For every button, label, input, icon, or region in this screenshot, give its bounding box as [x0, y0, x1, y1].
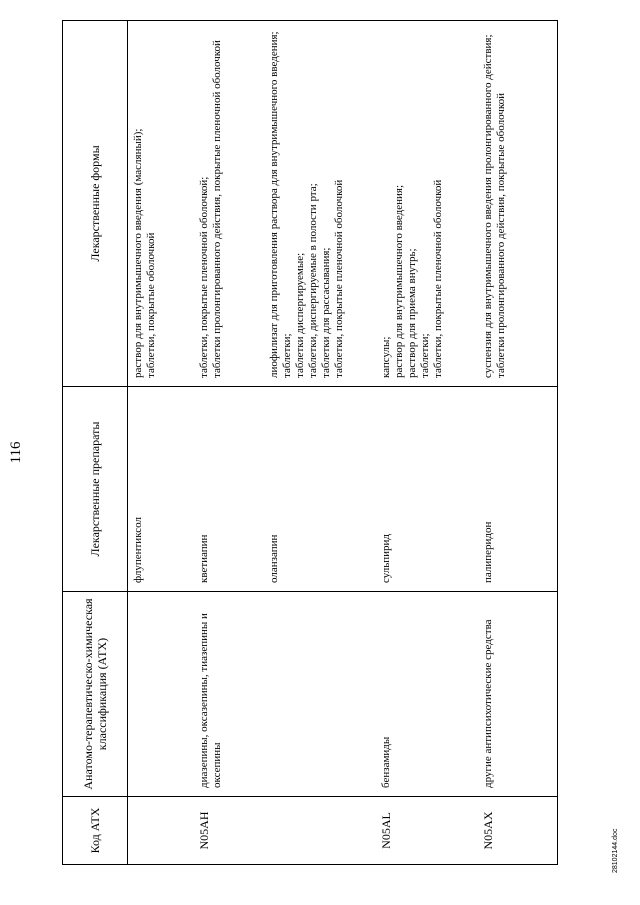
header-drug: Лекарственные препараты	[63, 387, 128, 592]
table-row	[264, 21, 376, 865]
row-classification	[128, 592, 194, 797]
row-forms	[194, 21, 264, 387]
row-code	[128, 797, 194, 865]
row-classification: диазепины, оксазепины, тиазепины и оксепины	[194, 592, 264, 797]
row-drug: флупентиксол	[128, 387, 194, 592]
table-header-row	[63, 21, 128, 865]
form-line: таблетки;	[280, 333, 293, 378]
table-row	[478, 21, 558, 865]
form-line: таблетки, покрытые пленочной оболочкой	[431, 179, 444, 378]
form-line: таблетки;	[418, 333, 431, 378]
form-line: таблетки, покрытые пленочной оболочкой;	[197, 176, 210, 378]
row-drug: сульпирид	[376, 387, 478, 592]
form-line: суспензия для внутримышечного введения пролонгированного действия;	[481, 34, 494, 378]
row-forms	[376, 21, 478, 387]
form-line: раствор для внутримышечного введения;	[392, 184, 405, 378]
form-line: таблетки, покрытые пленочной оболочкой	[332, 179, 345, 378]
atx-table	[62, 20, 558, 865]
row-drug: кветиапин	[194, 387, 264, 592]
row-forms	[128, 21, 194, 387]
document-id: 28102144.doc	[612, 828, 619, 873]
row-classification	[264, 592, 376, 797]
table-row	[194, 21, 264, 865]
row-code: N05AL	[376, 797, 478, 865]
row-classification: бензамиды	[376, 592, 478, 797]
header-classification: Анатомо-терапевтическо-химическая классификация (АТХ)	[63, 592, 128, 797]
form-line: раствор для приема внутрь;	[405, 248, 418, 378]
form-line: лиофилизат для приготовления раствора для внутримышечного введения;	[267, 31, 280, 378]
row-code	[264, 797, 376, 865]
page-number: 116	[8, 441, 24, 464]
form-line: таблетки, диспергируемые в полости рта;	[306, 183, 319, 378]
form-line: таблетки пролонгированного действия, покрытые пленочной оболочкой	[210, 40, 223, 378]
header-forms: Лекарственные формы	[63, 21, 128, 387]
row-forms	[478, 21, 558, 387]
form-line: таблетки диспергируемые;	[293, 252, 306, 378]
row-code: N05AH	[194, 797, 264, 865]
row-drug: палиперидон	[478, 387, 558, 592]
form-line: раствор для внутримышечного введения (масляный);	[132, 128, 144, 378]
row-code: N05AX	[478, 797, 558, 865]
form-line: таблетки, покрытые оболочкой	[145, 232, 157, 378]
form-line: таблетки пролонгированного действия, покрытые оболочкой	[494, 92, 507, 378]
header-code: Код АТХ	[63, 797, 128, 865]
row-drug: оланзапин	[264, 387, 376, 592]
row-forms	[264, 21, 376, 387]
form-line: таблетки для рассасывания;	[319, 247, 332, 378]
form-line: капсулы;	[379, 336, 392, 378]
row-classification: другие антипсихотические средства	[478, 592, 558, 797]
table-row	[376, 21, 478, 865]
table-row	[128, 21, 194, 865]
